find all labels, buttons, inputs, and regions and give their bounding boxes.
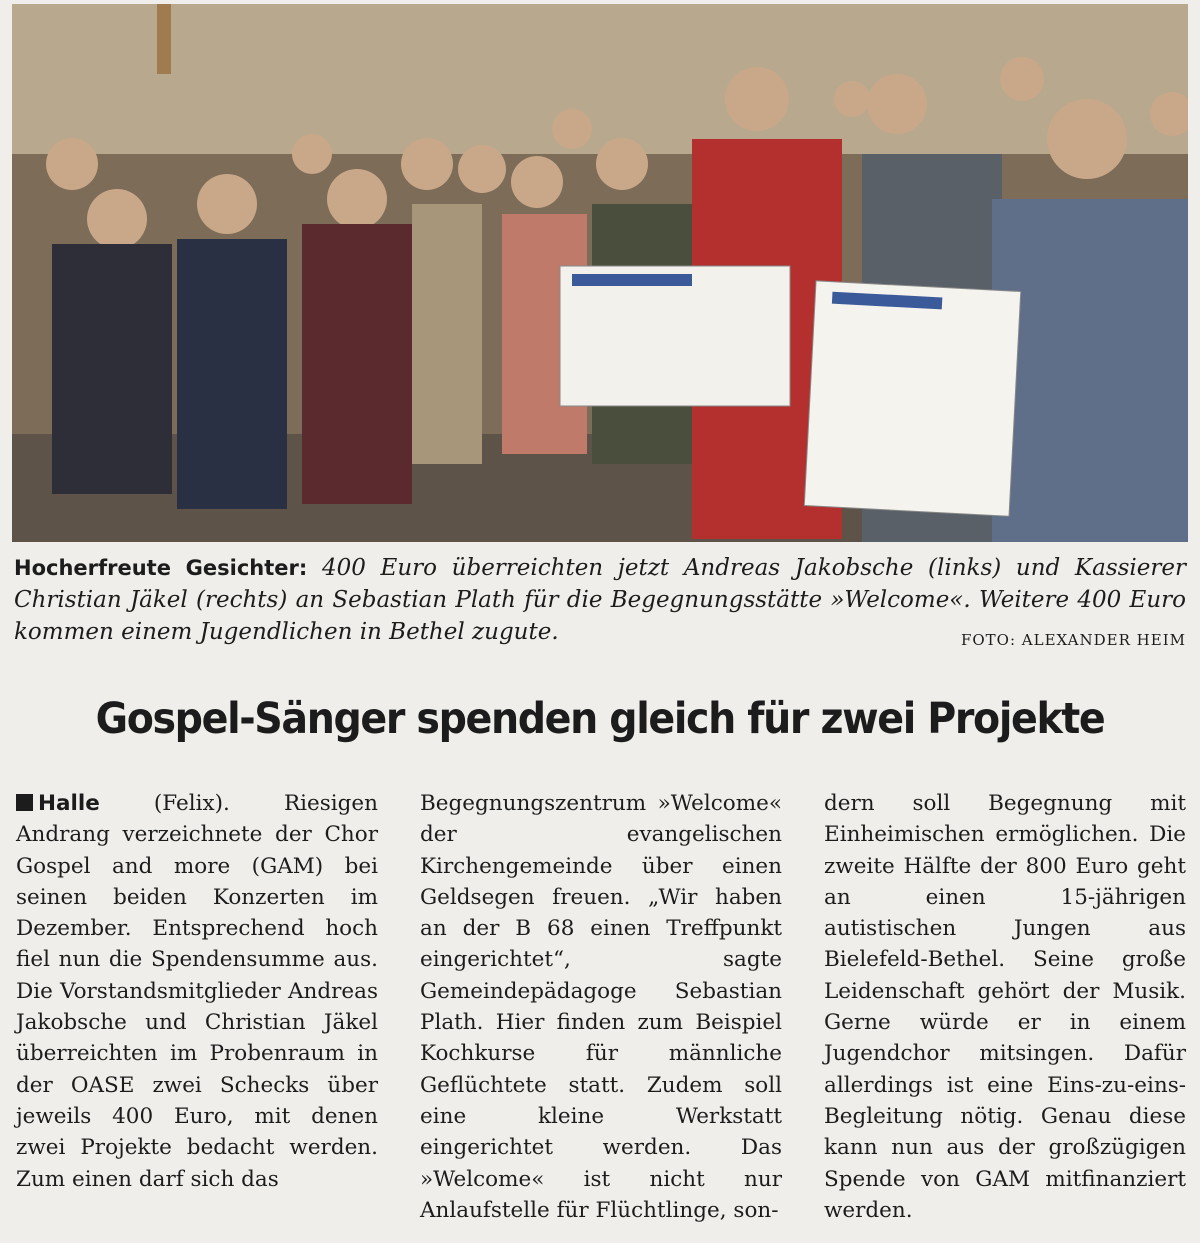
caption-lead: Hocherfreute Gesichter: bbox=[14, 556, 308, 580]
caption-text: 400 Euro überreichten jetzt Andreas Jakobsche (links) und Kassierer Christian Jäkel (rechts) an Sebastian Plath für die Begegnungsstätte »Welcome«. Weitere 400 Euro kommen einem Jugendlichen in Bethel zugute. bbox=[14, 555, 1186, 645]
check-left bbox=[560, 266, 790, 406]
column-1-text: (Felix). Riesigen Andrang verzeichnete der Chor Gospel and more (GAM) bei seinen beiden Konzerten im Dezember. Entsprechend hoch fiel nun die Spendensumme aus. Die Vorstandsmitglieder Andreas Jakobsche und Christian Jäkel überreichten im Probenraum in der OASE zwei Schecks über jeweils 400 Euro, mit denen zwei Projekte bedacht werden. Zum einen darf sich das bbox=[16, 791, 378, 1192]
article-column-3: dern soll Begegnung mit Einheimischen ermöglichen. Die zweite Hälfte der 800 Euro geht an einen 15-jährigen autistischen Jungen aus Bielefeld-Bethel. Seine große Leidenschaft gehört der Musik. Gerne würde er in einem Jugendchor mitsingen. Dafür allerdings ist eine Eins-zu-eins-Begleitung nötig. Genau diese kann nun aus der großzügigen Spende von GAM mitfinanziert werden. bbox=[824, 791, 1186, 1223]
check-right bbox=[804, 281, 1020, 516]
headline: Gospel-Sänger spenden gleich für zwei Projekte bbox=[95, 694, 1105, 744]
group-photo-illustration bbox=[12, 4, 1188, 542]
photo-credit: FOTO: ALEXANDER HEIM bbox=[960, 631, 1186, 649]
article-column-2: Begegnungszentrum »Welcome« der evangelischen Kirchengemeinde über einen Geldsegen freuen. „Wir haben an der B 68 einen Treffpunkt eingerichtet“, sagte Gemeindepädagoge Sebastian Plath. Hier finden zum Beispiel Kochkurse für männliche Geflüchtete statt. Zudem soll eine kleine Werkstatt eingerichtet werden. Das »Welcome« ist nicht nur Anlaufstelle für Flüchtlinge, son- bbox=[420, 791, 782, 1223]
group-photo bbox=[12, 4, 1188, 542]
article-column-1 bbox=[16, 788, 378, 1195]
dateline: Halle bbox=[38, 791, 100, 816]
square-bullet-icon bbox=[16, 794, 33, 811]
